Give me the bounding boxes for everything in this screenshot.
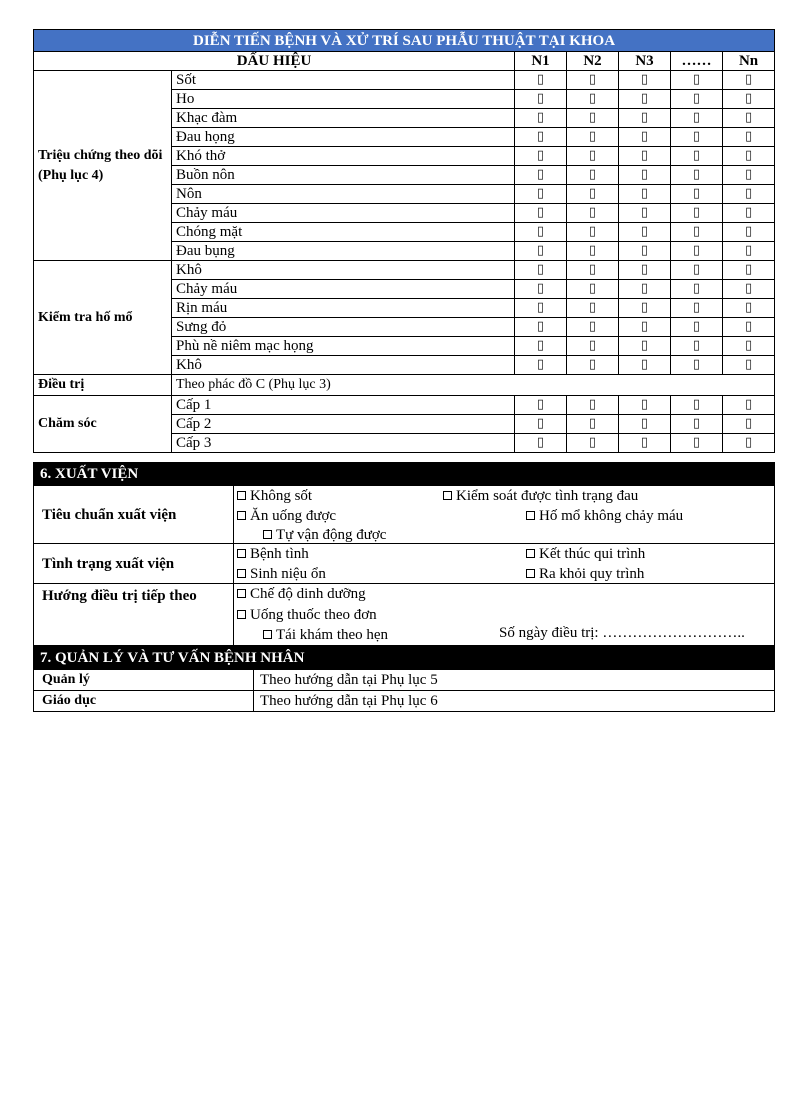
day-checkbox[interactable]: ▯ [723, 299, 775, 318]
checkbox-icon [237, 569, 246, 578]
col-header: Nn [723, 52, 775, 71]
day-checkbox[interactable]: ▯ [515, 299, 567, 318]
day-checkbox[interactable]: ▯ [723, 280, 775, 299]
management-label: Quản lý [34, 670, 254, 691]
day-checkbox[interactable]: ▯ [619, 128, 671, 147]
day-checkbox[interactable]: ▯ [515, 337, 567, 356]
day-checkbox[interactable]: ▯ [671, 185, 723, 204]
opt-vitals[interactable]: Sinh niệu ổn [237, 565, 326, 583]
symptoms-item: Chóng mặt [172, 223, 515, 242]
day-checkbox[interactable]: ▯ [567, 147, 619, 166]
day-checkbox[interactable]: ▯ [619, 434, 671, 453]
col-header: …… [671, 52, 723, 71]
status-label: Tình trạng xuất viện [34, 544, 234, 584]
discharge-table [33, 462, 775, 646]
day-checkbox[interactable]: ▯ [515, 261, 567, 280]
form [33, 29, 774, 712]
opt-end-protocol[interactable]: Kết thúc qui trình [526, 545, 645, 563]
checkbox-icon [237, 549, 246, 558]
day-checkbox[interactable]: ▯ [515, 356, 567, 375]
day-checkbox[interactable]: ▯ [723, 147, 775, 166]
wound-item: Rịn máu [172, 299, 515, 318]
day-checkbox[interactable]: ▯ [567, 204, 619, 223]
day-checkbox[interactable]: ▯ [515, 223, 567, 242]
wound-item: Sưng đỏ [172, 318, 515, 337]
day-checkbox[interactable]: ▯ [567, 434, 619, 453]
care-group [34, 396, 775, 453]
day-checkbox[interactable]: ▯ [723, 356, 775, 375]
day-checkbox[interactable]: ▯ [567, 415, 619, 434]
day-checkbox[interactable]: ▯ [671, 71, 723, 90]
day-checkbox[interactable]: ▯ [619, 109, 671, 128]
day-checkbox[interactable]: ▯ [567, 223, 619, 242]
care-item: Cấp 3 [172, 434, 515, 453]
day-checkbox[interactable]: ▯ [567, 261, 619, 280]
day-checkbox[interactable]: ▯ [671, 396, 723, 415]
symptoms-item: Sốt [172, 71, 515, 90]
day-checkbox[interactable]: ▯ [619, 242, 671, 261]
day-checkbox[interactable]: ▯ [671, 128, 723, 147]
col-header: N1 [515, 52, 567, 71]
day-checkbox[interactable]: ▯ [671, 299, 723, 318]
col-header: N2 [567, 52, 619, 71]
day-checkbox[interactable]: ▯ [671, 90, 723, 109]
day-checkbox[interactable]: ▯ [723, 434, 775, 453]
day-checkbox[interactable]: ▯ [723, 396, 775, 415]
day-checkbox[interactable]: ▯ [671, 109, 723, 128]
day-checkbox[interactable]: ▯ [671, 242, 723, 261]
day-checkbox[interactable]: ▯ [671, 223, 723, 242]
day-checkbox[interactable]: ▯ [567, 166, 619, 185]
day-checkbox[interactable]: ▯ [619, 337, 671, 356]
followup-options [234, 584, 775, 646]
day-checkbox[interactable]: ▯ [723, 415, 775, 434]
opt-no-fever[interactable]: Không sốt [237, 487, 312, 505]
opt-eating[interactable]: Ăn uống được [237, 507, 336, 525]
day-checkbox[interactable]: ▯ [723, 242, 775, 261]
checkbox-icon [237, 491, 246, 500]
opt-condition[interactable]: Bệnh tình [237, 545, 309, 563]
day-checkbox[interactable]: ▯ [619, 280, 671, 299]
day-checkbox[interactable]: ▯ [567, 280, 619, 299]
day-checkbox[interactable]: ▯ [567, 109, 619, 128]
care-row [34, 396, 775, 415]
followup-label: Hướng điều trị tiếp theo [34, 584, 234, 646]
opt-mobility[interactable]: Tự vận động được [263, 526, 386, 544]
day-checkbox[interactable]: ▯ [619, 71, 671, 90]
checkbox-icon [443, 491, 452, 500]
day-checkbox[interactable]: ▯ [515, 147, 567, 166]
day-checkbox[interactable]: ▯ [723, 318, 775, 337]
wound-item: Chảy máu [172, 280, 515, 299]
day-checkbox[interactable]: ▯ [567, 242, 619, 261]
day-checkbox[interactable]: ▯ [619, 318, 671, 337]
checkbox-icon [237, 610, 246, 619]
day-checkbox[interactable]: ▯ [723, 71, 775, 90]
symptoms-item: Nôn [172, 185, 515, 204]
day-checkbox[interactable]: ▯ [567, 90, 619, 109]
day-checkbox[interactable]: ▯ [619, 356, 671, 375]
day-checkbox[interactable]: ▯ [515, 318, 567, 337]
wound-item: Phù nề niêm mạc họng [172, 337, 515, 356]
wound-row [34, 261, 775, 280]
checkbox-icon [237, 511, 246, 520]
symptoms-item: Ho [172, 90, 515, 109]
section-title: DIỄN TIẾN BỆNH VÀ XỬ TRÍ SAU PHẪU THUẬT TẠI KHOA [34, 30, 775, 52]
opt-medication[interactable]: Uống thuốc theo đơn [237, 606, 377, 624]
education-value: Theo hướng dẫn tại Phụ lục 6 [254, 691, 775, 712]
day-checkbox[interactable]: ▯ [515, 109, 567, 128]
care-item: Cấp 1 [172, 396, 515, 415]
opt-diet[interactable]: Chế độ dinh dưỡng [237, 585, 366, 603]
symptoms-item: Khó thở [172, 147, 515, 166]
signs-header: DẤU HIỆU [34, 52, 515, 71]
opt-no-bleeding[interactable]: Hố mổ không chảy máu [526, 507, 683, 525]
day-checkbox[interactable]: ▯ [515, 396, 567, 415]
day-checkbox[interactable]: ▯ [619, 166, 671, 185]
day-checkbox[interactable]: ▯ [619, 185, 671, 204]
day-checkbox[interactable]: ▯ [671, 280, 723, 299]
checkbox-icon [526, 511, 535, 520]
opt-pain-control[interactable]: Kiểm soát được tình trạng đau [443, 487, 638, 505]
symptoms-item: Đau bụng [172, 242, 515, 261]
wound-group [34, 261, 775, 375]
progress-table [33, 29, 775, 453]
wound-label: Kiểm tra hố mổ [34, 261, 172, 375]
day-checkbox[interactable]: ▯ [671, 166, 723, 185]
wound-item: Khô [172, 261, 515, 280]
day-checkbox[interactable]: ▯ [723, 261, 775, 280]
care-label: Chăm sóc [34, 396, 172, 453]
day-checkbox[interactable]: ▯ [619, 90, 671, 109]
day-checkbox[interactable]: ▯ [671, 318, 723, 337]
symptoms-item: Chảy máu [172, 204, 515, 223]
day-checkbox[interactable]: ▯ [723, 185, 775, 204]
day-checkbox[interactable]: ▯ [723, 128, 775, 147]
day-checkbox[interactable]: ▯ [515, 90, 567, 109]
management-value: Theo hướng dẫn tại Phụ lục 5 [254, 670, 775, 691]
day-checkbox[interactable]: ▯ [567, 185, 619, 204]
checkbox-icon [526, 569, 535, 578]
treatment-days[interactable]: Số ngày điều trị: ……………………….. [499, 625, 745, 641]
checkbox-icon [263, 530, 272, 539]
management-title: 7. QUẢN LÝ VÀ TƯ VẤN BỆNH NHÂN [34, 647, 775, 670]
care-item: Cấp 2 [172, 415, 515, 434]
day-checkbox[interactable]: ▯ [567, 337, 619, 356]
day-checkbox[interactable]: ▯ [515, 242, 567, 261]
wound-item: Khô [172, 356, 515, 375]
checkbox-icon [526, 549, 535, 558]
day-checkbox[interactable]: ▯ [567, 128, 619, 147]
day-checkbox[interactable]: ▯ [515, 71, 567, 90]
day-checkbox[interactable]: ▯ [619, 415, 671, 434]
day-checkbox[interactable]: ▯ [671, 415, 723, 434]
day-checkbox[interactable]: ▯ [671, 204, 723, 223]
day-checkbox[interactable]: ▯ [671, 261, 723, 280]
col-header: N3 [619, 52, 671, 71]
symptoms-group [34, 71, 775, 261]
day-checkbox[interactable]: ▯ [567, 299, 619, 318]
symptoms-label: Triệu chứng theo dõi (Phụ lục 4) [34, 71, 172, 261]
day-checkbox[interactable]: ▯ [567, 71, 619, 90]
day-checkbox[interactable]: ▯ [515, 415, 567, 434]
day-checkbox[interactable]: ▯ [567, 318, 619, 337]
symptoms-item: Đau họng [172, 128, 515, 147]
criteria-label: Tiêu chuẩn xuất viện [34, 486, 234, 544]
day-checkbox[interactable]: ▯ [515, 166, 567, 185]
management-table [33, 646, 775, 712]
day-checkbox[interactable]: ▯ [567, 356, 619, 375]
symptoms-row [34, 71, 775, 90]
day-checkbox[interactable]: ▯ [515, 185, 567, 204]
checkbox-icon [237, 589, 246, 598]
discharge-title: 6. XUẤT VIỆN [34, 463, 775, 486]
education-label: Giáo dục [34, 691, 254, 712]
day-checkbox[interactable]: ▯ [723, 109, 775, 128]
day-checkbox[interactable]: ▯ [723, 223, 775, 242]
symptoms-item: Khạc đàm [172, 109, 515, 128]
day-checkbox[interactable]: ▯ [723, 204, 775, 223]
day-checkbox[interactable]: ▯ [619, 261, 671, 280]
day-checkbox[interactable]: ▯ [619, 223, 671, 242]
day-checkbox[interactable]: ▯ [619, 147, 671, 166]
day-checkbox[interactable]: ▯ [671, 147, 723, 166]
criteria-options [234, 486, 775, 544]
day-checkbox[interactable]: ▯ [515, 204, 567, 223]
day-checkbox[interactable]: ▯ [515, 434, 567, 453]
day-checkbox[interactable]: ▯ [515, 280, 567, 299]
opt-exit-protocol[interactable]: Ra khỏi quy trình [526, 565, 644, 583]
status-options [234, 544, 775, 584]
day-checkbox[interactable]: ▯ [723, 166, 775, 185]
day-checkbox[interactable]: ▯ [619, 396, 671, 415]
day-checkbox[interactable]: ▯ [515, 128, 567, 147]
opt-revisit[interactable]: Tái khám theo hẹn [263, 626, 388, 644]
treatment-label: Điều trị [34, 375, 172, 396]
day-checkbox[interactable]: ▯ [671, 356, 723, 375]
treatment-text: Theo phác đồ C (Phụ lục 3) [172, 375, 775, 396]
day-checkbox[interactable]: ▯ [723, 90, 775, 109]
day-checkbox[interactable]: ▯ [671, 337, 723, 356]
day-checkbox[interactable]: ▯ [619, 204, 671, 223]
day-checkbox[interactable]: ▯ [723, 337, 775, 356]
checkbox-icon [263, 630, 272, 639]
day-checkbox[interactable]: ▯ [671, 434, 723, 453]
day-checkbox[interactable]: ▯ [567, 396, 619, 415]
day-checkbox[interactable]: ▯ [619, 299, 671, 318]
symptoms-item: Buồn nôn [172, 166, 515, 185]
